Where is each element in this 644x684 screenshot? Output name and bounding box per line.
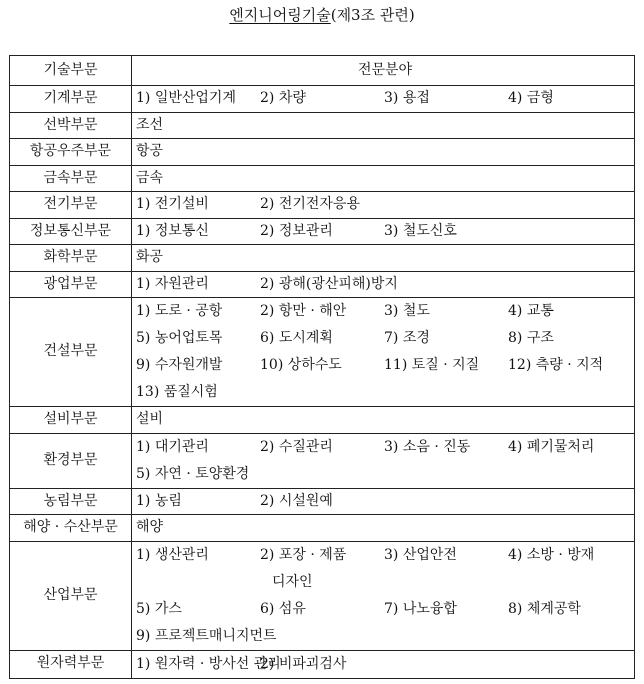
field-line bbox=[136, 113, 634, 138]
sector-cell: 환경부문 bbox=[10, 433, 132, 488]
field-line bbox=[136, 139, 634, 164]
table-row bbox=[10, 298, 635, 407]
sector-cell: 광업부문 bbox=[10, 271, 132, 298]
field-item: 8) 체계공학 bbox=[508, 600, 581, 617]
sector-cell: 선박부문 bbox=[10, 112, 132, 139]
sector-cell: 전기부문 bbox=[10, 192, 132, 219]
field-item: 1) 전기설비 bbox=[136, 196, 209, 213]
field-item: 8) 구조 bbox=[508, 330, 554, 346]
field-item: 6) 도시계획 bbox=[260, 330, 333, 346]
fields-cell bbox=[132, 407, 635, 434]
fields-cell bbox=[132, 271, 635, 298]
field-item: 1) 대기관리 bbox=[136, 438, 209, 455]
fields-cell bbox=[132, 86, 635, 113]
field-item: 5) 가스 bbox=[136, 600, 182, 617]
sector-cell: 정보통신부문 bbox=[10, 218, 132, 245]
table-row bbox=[10, 192, 635, 219]
field-item: 4) 소방 · 방재 bbox=[508, 546, 595, 563]
field-line bbox=[136, 86, 634, 111]
fields-cell bbox=[132, 433, 635, 488]
title-suffix: (제3조 관련) bbox=[330, 6, 415, 24]
field-line bbox=[136, 352, 634, 379]
table-row bbox=[10, 112, 635, 139]
table-header-row bbox=[10, 56, 635, 86]
field-item: 화공 bbox=[136, 249, 164, 266]
table-row bbox=[10, 165, 635, 192]
fields-cell bbox=[132, 515, 635, 542]
field-item: 3) 소음 · 진동 bbox=[384, 438, 471, 455]
sector-cell: 산업부문 bbox=[10, 541, 132, 650]
field-item: 3) 철도 bbox=[384, 303, 430, 319]
fields-cell bbox=[132, 541, 635, 650]
field-line bbox=[136, 515, 634, 540]
sector-cell: 설비부문 bbox=[10, 407, 132, 434]
field-line bbox=[136, 166, 634, 191]
table-row bbox=[10, 139, 635, 166]
table-row bbox=[10, 541, 635, 650]
field-item: 6) 섬유 bbox=[260, 600, 306, 617]
field-item: 3) 산업안전 bbox=[384, 546, 457, 563]
field-line bbox=[136, 245, 634, 270]
field-item: 13) 품질시험 bbox=[136, 384, 218, 400]
table-row bbox=[10, 86, 635, 113]
field-item: 2) 수질관리 bbox=[260, 438, 333, 455]
field-line bbox=[136, 379, 634, 406]
field-item: 7) 나노융합 bbox=[384, 600, 457, 617]
fields-cell bbox=[132, 192, 635, 219]
sector-cell: 금속부문 bbox=[10, 165, 132, 192]
field-line bbox=[136, 489, 634, 514]
field-item: 5) 농어업토목 bbox=[136, 330, 223, 346]
field-item: 1) 자원관리 bbox=[136, 275, 209, 292]
field-line bbox=[136, 651, 634, 678]
engineering-fields-table bbox=[9, 55, 635, 679]
field-item: 조선 bbox=[136, 116, 164, 133]
field-item: 2) 포장 · 제품 bbox=[260, 546, 347, 563]
fields-cell bbox=[132, 298, 635, 407]
sector-cell: 항공우주부문 bbox=[10, 139, 132, 166]
field-line bbox=[136, 434, 634, 461]
field-item: 금속 bbox=[136, 169, 164, 186]
field-item: 해양 bbox=[136, 519, 164, 536]
sector-cell: 해양 · 수산부문 bbox=[10, 515, 132, 542]
field-item: 1) 정보통신 bbox=[136, 222, 209, 239]
field-item: 2) 광해(광산피해)방지 bbox=[260, 275, 398, 292]
table-row bbox=[10, 433, 635, 488]
field-line bbox=[136, 623, 634, 650]
table-row bbox=[10, 488, 635, 515]
field-item: 2) 전기전자응용 bbox=[260, 196, 360, 213]
sector-cell: 농림부문 bbox=[10, 488, 132, 515]
fields-cell bbox=[132, 650, 635, 678]
field-item: 9) 수자원개발 bbox=[136, 357, 223, 373]
document-title bbox=[0, 4, 644, 26]
table-row bbox=[10, 515, 635, 542]
field-item: 1) 농림 bbox=[136, 492, 182, 509]
sector-cell: 기계부문 bbox=[10, 86, 132, 113]
field-item: 2) 항만 · 해안 bbox=[260, 303, 347, 319]
field-item: 2) 시설원예 bbox=[260, 492, 333, 509]
fields-cell bbox=[132, 488, 635, 515]
field-line bbox=[136, 407, 634, 432]
field-item: 4) 교통 bbox=[508, 303, 554, 319]
fields-cell bbox=[132, 112, 635, 139]
field-line bbox=[136, 192, 634, 217]
field-item bbox=[396, 569, 520, 596]
field-item: 4) 금형 bbox=[508, 90, 554, 107]
table-row bbox=[10, 650, 635, 678]
field-line bbox=[136, 569, 634, 596]
field-line bbox=[136, 219, 634, 244]
sector-cell: 화학부문 bbox=[10, 245, 132, 272]
table-row bbox=[10, 245, 635, 272]
field-item: 1) 원자력 · 방사선 관리 bbox=[136, 655, 281, 672]
field-item: 3) 용접 bbox=[384, 90, 430, 107]
field-item: 11) 토질 · 지질 bbox=[384, 357, 480, 373]
field-item: 7) 조경 bbox=[384, 330, 430, 346]
header-fields: 전문분야 bbox=[132, 56, 635, 86]
field-item: 2) 정보관리 bbox=[260, 222, 333, 239]
field-line bbox=[136, 325, 634, 352]
field-item: 3) 철도신호 bbox=[384, 222, 457, 239]
field-line bbox=[136, 272, 634, 297]
header-sector: 기술부문 bbox=[10, 56, 132, 86]
field-item: 9) 프로젝트매니지먼트 bbox=[136, 627, 277, 644]
sector-cell: 건설부문 bbox=[10, 298, 132, 407]
field-line bbox=[136, 542, 634, 569]
field-item: 12) 측량 · 지적 bbox=[508, 357, 604, 373]
field-item: 5) 자연 · 토양환경 bbox=[136, 465, 250, 482]
fields-cell bbox=[132, 165, 635, 192]
table-row bbox=[10, 218, 635, 245]
fields-cell bbox=[132, 218, 635, 245]
sector-cell: 원자력부문 bbox=[10, 650, 132, 678]
field-line bbox=[136, 461, 634, 488]
field-item: 2) 차량 bbox=[260, 90, 306, 107]
field-item: 4) 폐기물처리 bbox=[508, 438, 595, 455]
field-item: 설비 bbox=[136, 411, 164, 428]
field-item: 1) 도로 · 공항 bbox=[136, 303, 223, 319]
table-row bbox=[10, 407, 635, 434]
table-row bbox=[10, 271, 635, 298]
field-item bbox=[136, 569, 260, 596]
fields-cell bbox=[132, 245, 635, 272]
field-item: 항공 bbox=[136, 143, 164, 160]
field-item: 디자인 bbox=[272, 573, 313, 590]
field-item: 10) 상하수도 bbox=[260, 357, 342, 373]
title-main: 엔지니어링기술 bbox=[229, 6, 331, 24]
fields-cell bbox=[132, 139, 635, 166]
field-item: 2) 비파괴검사 bbox=[260, 655, 347, 672]
field-item: 1) 생산관리 bbox=[136, 546, 209, 563]
field-item: 1) 일반산업기계 bbox=[136, 90, 236, 107]
field-line bbox=[136, 298, 634, 325]
field-line bbox=[136, 596, 634, 623]
